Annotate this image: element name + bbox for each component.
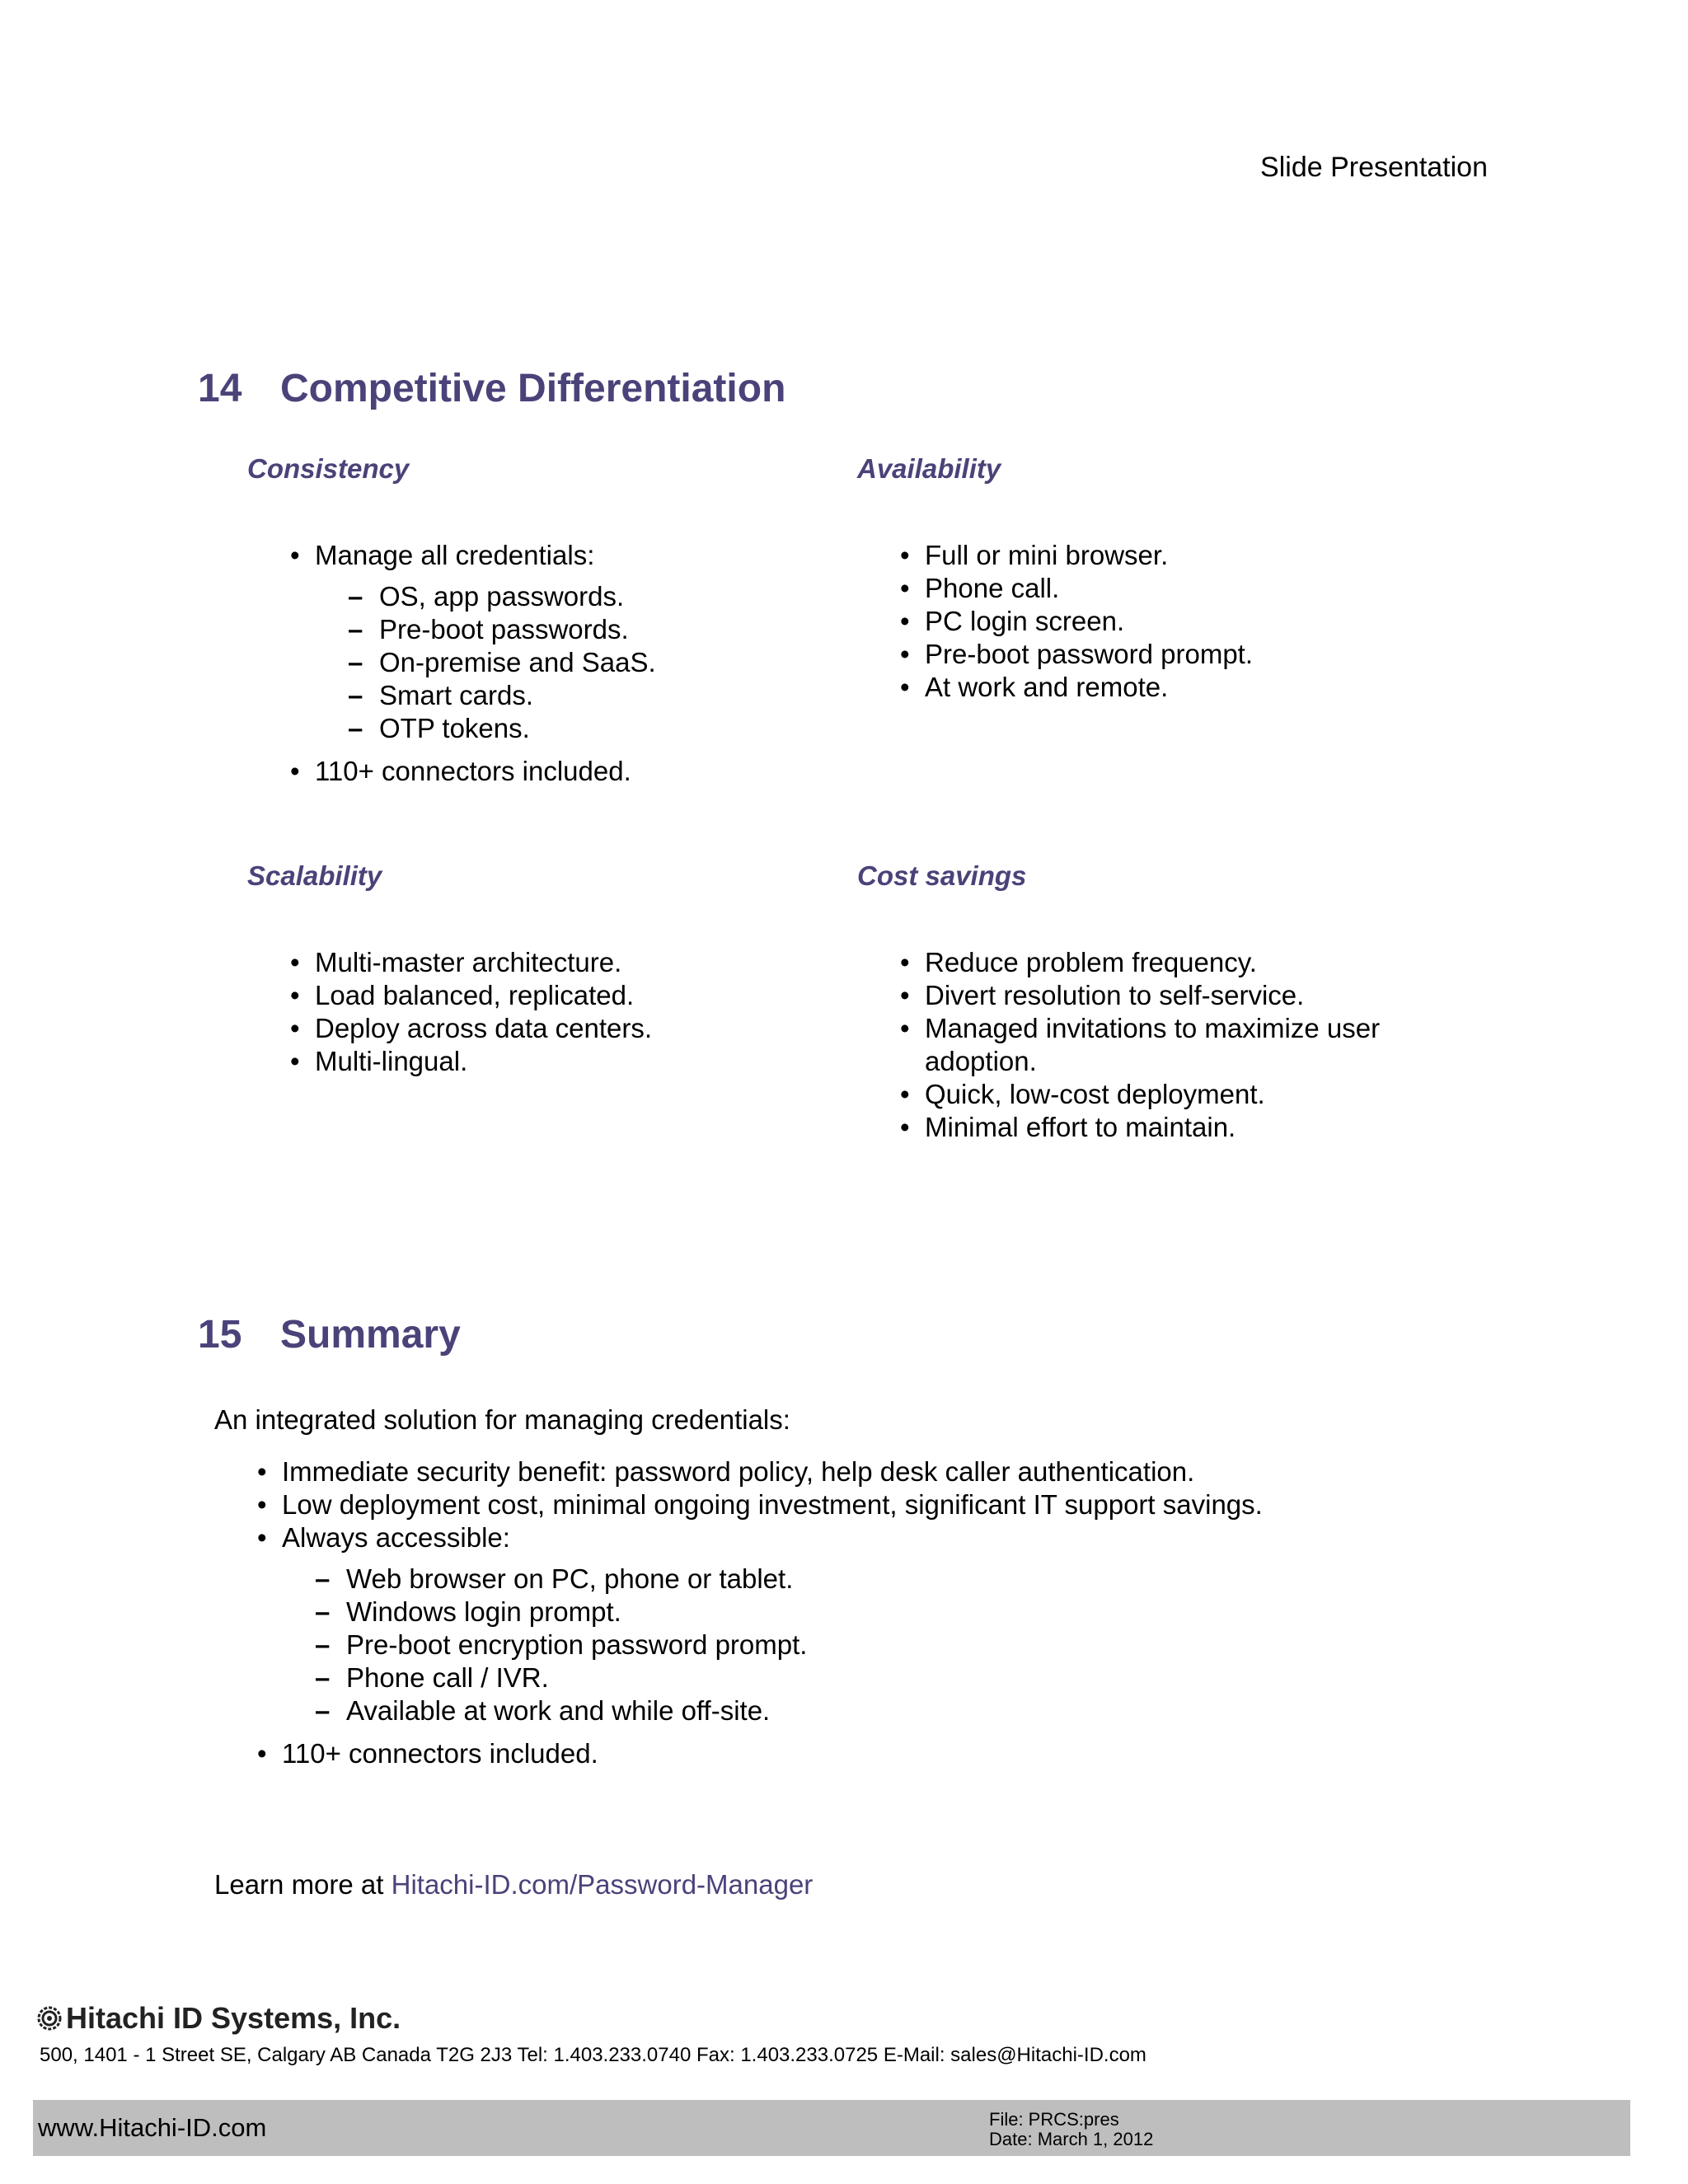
list-item: – Pre-boot encryption password prompt. — [315, 1629, 1576, 1661]
list-item: • Deploy across data centers. — [290, 1012, 801, 1045]
summary-list — [257, 1455, 1576, 1770]
password-manager-link[interactable]: Hitachi-ID.com/Password-Manager — [391, 1869, 814, 1900]
summary-list-block — [257, 1455, 1576, 1770]
consistency-list — [290, 539, 801, 788]
cost-savings-list — [900, 946, 1411, 1144]
availability-heading: Availability — [857, 453, 1001, 484]
section-number: 15 — [198, 1313, 242, 1357]
availability-list — [900, 539, 1493, 704]
list-item: • Full or mini browser. — [900, 539, 1493, 572]
list-item: • Divert resolution to self-service. — [900, 979, 1411, 1012]
section-15-heading — [198, 1312, 461, 1357]
file-name: File: PRCS:pres — [989, 2109, 1119, 2130]
list-item: – Available at work and while off-site. — [315, 1694, 1576, 1727]
list-item: – OTP tokens. — [348, 712, 801, 745]
cost-savings-list-block — [900, 946, 1411, 1144]
section-14-heading — [198, 366, 785, 411]
consistency-list-block — [290, 539, 801, 788]
list-item: • Pre-boot password prompt. — [900, 638, 1493, 671]
list-item: • Quick, low-cost deployment. — [900, 1078, 1411, 1111]
document-type-label: Slide Presentation — [1260, 152, 1488, 183]
cost-savings-heading: Cost savings — [857, 860, 1027, 891]
section-title: Competitive Differentiation — [280, 367, 786, 410]
company-address: 500, 1401 - 1 Street SE, Calgary AB Canada T2G 2J3 Tel: 1.403.233.0740 Fax: 1.403.233.0725 E-Mail: sales@Hitachi-ID.com — [40, 2044, 1146, 2066]
footer-file-info — [989, 2110, 1153, 2149]
company-logo — [36, 2001, 401, 2036]
list-item: • Low deployment cost, minimal ongoing investment, significant IT support savings. — [257, 1488, 1576, 1521]
list-item: – Windows login prompt. — [315, 1596, 1576, 1629]
list-item: • Always accessible: – Web browser on PC, phone or tablet. – Windows login prompt. – Pre-boot encryption password prompt. – Phone call / IVR. – Available at work and while off-site. — [257, 1521, 1576, 1727]
list-item: – Smart cards. — [348, 679, 801, 712]
list-item: • PC login screen. — [900, 605, 1493, 638]
access-methods-list — [315, 1563, 1576, 1727]
consistency-heading: Consistency — [247, 453, 410, 484]
section-title: Summary — [280, 1313, 461, 1357]
summary-intro: An integrated solution for managing credentials: — [214, 1404, 790, 1435]
list-item: – Pre-boot passwords. — [348, 613, 801, 646]
list-item: • Multi-master architecture. — [290, 946, 801, 979]
scalability-heading: Scalability — [247, 860, 382, 891]
list-item: • Reduce problem frequency. — [900, 946, 1411, 979]
list-item: • Minimal effort to maintain. — [900, 1111, 1411, 1144]
footer-bar — [33, 2100, 1630, 2156]
list-item: • Immediate security benefit: password policy, help desk caller authentication. — [257, 1455, 1576, 1488]
company-name: Hitachi ID Systems, Inc. — [66, 2001, 401, 2035]
list-item: • Phone call. — [900, 572, 1493, 605]
learn-more-line — [214, 1869, 813, 1900]
hitachi-id-logo-icon — [36, 2005, 63, 2032]
list-item: – OS, app passwords. — [348, 580, 801, 613]
file-date: Date: March 1, 2012 — [989, 2129, 1154, 2149]
credential-types-list — [348, 580, 801, 745]
list-item: • Load balanced, replicated. — [290, 979, 801, 1012]
list-item: • Managed invitations to maximize user adoption. — [900, 1012, 1411, 1078]
list-item: – On-premise and SaaS. — [348, 646, 801, 679]
list-item: • Multi-lingual. — [290, 1045, 801, 1078]
footer-website-link[interactable]: www.Hitachi-ID.com — [38, 2113, 267, 2142]
list-item: • 110+ connectors included. — [257, 1737, 1576, 1770]
list-item: – Web browser on PC, phone or tablet. — [315, 1563, 1576, 1596]
availability-list-block — [900, 539, 1493, 704]
scalability-list-block — [290, 946, 801, 1078]
list-item: • At work and remote. — [900, 671, 1493, 704]
list-item: • Manage all credentials: – OS, app passwords. – Pre-boot passwords. – On-premise and SaaS. – Smart cards. – OTP tokens. — [290, 539, 801, 745]
list-item: • 110+ connectors included. — [290, 755, 801, 788]
learn-more-text: Learn more at — [214, 1869, 392, 1900]
list-item: – Phone call / IVR. — [315, 1661, 1576, 1694]
scalability-list — [290, 946, 801, 1078]
section-number: 14 — [198, 367, 242, 410]
